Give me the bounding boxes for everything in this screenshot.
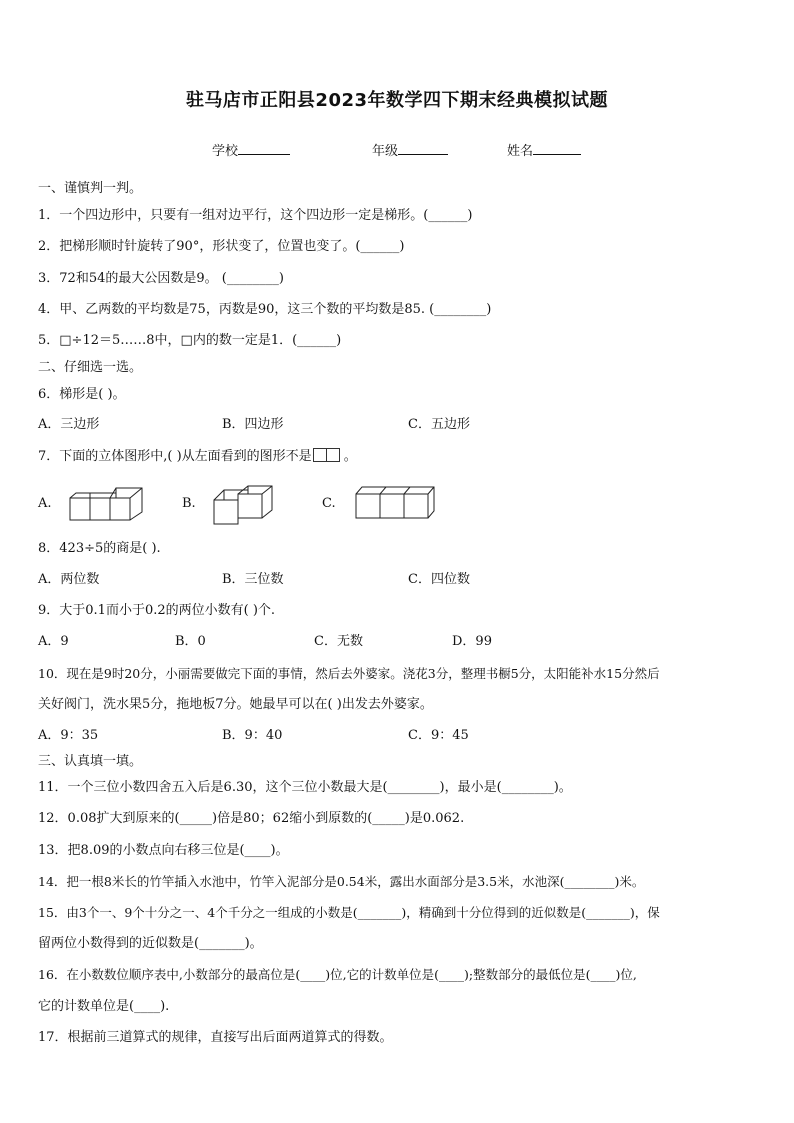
section-1-heading: 一、谨慎判一判。 [38, 181, 143, 196]
q8-option-a: A．两位数 [38, 572, 100, 587]
question-2: 2．把梯形顺时针旋转了90°，形状变了，位置也变了。(______) [38, 239, 405, 254]
q9-option-a: A．9 [38, 634, 69, 649]
question-17: 17．根据前三道算式的规律，直接写出后面两道算式的得数。 [38, 1030, 393, 1045]
grade-field [372, 140, 448, 159]
q10-option-c: C．9：45 [408, 728, 469, 743]
school-field [212, 140, 290, 159]
grade-blank [398, 142, 448, 155]
question-16-line1: 16．在小数数位顺序表中,小数部分的最高位是(____)位,它的计数单位是(____);整数部分的最低位是(____)位, [38, 967, 637, 982]
page-title: 驻马店市正阳县2023年数学四下期末经典模拟试题 [185, 90, 609, 111]
section-2-heading: 二、仔细选一选。 [38, 360, 143, 375]
question-3: 3．72和54的最大公因数是9。 (________) [38, 271, 284, 286]
question-10-line2: 关好阀门，洗水果5分，拖地板7分。她最早可以在( )出发去外婆家。 [38, 697, 433, 712]
q10-option-b: B．9：40 [222, 728, 283, 743]
question-10-line1: 10．现在是9时20分，小丽需要做完下面的事情，然后去外婆家。浇花3分，整理书橱5分，太阳能补水15分然后 [38, 666, 660, 681]
q7-text: 7．下面的立体图形中,( )从左面看到的图形不是 [38, 449, 312, 464]
cube-figure-a-icon [66, 484, 150, 526]
question-16-line2: 它的计数单位是(____). [38, 999, 170, 1014]
question-6: 6．梯形是( )。 [38, 387, 126, 402]
cube-figure-c-icon [350, 482, 436, 524]
question-4: 4．甲、乙两数的平均数是75，丙数是90，这三个数的平均数是85. (________) [38, 302, 492, 317]
q6-option-b: B．四边形 [222, 417, 284, 432]
q8-option-b: B．三位数 [222, 572, 284, 587]
q7-label-a: A. [38, 496, 52, 511]
name-label: 姓名 [507, 144, 534, 159]
cube-figure-b-icon [210, 482, 286, 528]
q6-option-a: A．三边形 [38, 417, 100, 432]
q7-label-c: C. [322, 496, 336, 511]
question-1: 1．一个四边形中，只要有一组对边平行，这个四边形一定是梯形。(______) [38, 208, 473, 223]
name-field [507, 140, 581, 159]
question-9: 9．大于0.1而小于0.2的两位小数有( )个. [38, 603, 276, 618]
question-12: 12．0.08扩大到原来的(_____)倍是80；62缩小到原数的(_____)是0.062. [38, 811, 465, 826]
question-13: 13．把8.09的小数点向右移三位是(____)。 [38, 843, 289, 858]
question-8: 8．423÷5的商是( ). [38, 541, 161, 556]
school-blank [238, 142, 290, 155]
q7-label-b: B. [182, 496, 196, 511]
question-15-line2: 留两位小数得到的近似数是(_______)。 [38, 936, 263, 951]
name-blank [533, 142, 581, 155]
question-5: 5．□÷12＝5……8中，□内的数一定是1．(______) [38, 333, 342, 348]
section-3-heading: 三、认真填一填。 [38, 754, 143, 769]
q9-option-b: B．0 [175, 634, 206, 649]
q8-option-c: C．四位数 [408, 572, 470, 587]
q9-option-d: D．99 [452, 634, 492, 649]
grade-label: 年级 [372, 144, 399, 159]
question-11: 11．一个三位小数四舍五入后是6.30，这个三位小数最大是(________)，最小是(________)。 [38, 780, 572, 795]
q9-option-c: C．无数 [314, 634, 363, 649]
two-squares-icon [314, 449, 340, 464]
q6-option-c: C．五边形 [408, 417, 470, 432]
question-14: 14．把一根8米长的竹竿插入水池中，竹竿入泥部分是0.54米，露出水面部分是3.5米，水池深(________)米。 [38, 874, 645, 889]
question-7 [38, 448, 357, 465]
q7-text-end: 。 [343, 449, 357, 464]
q10-option-a: A．9：35 [38, 728, 99, 743]
question-15-line1: 15．由3个一、9个十分之一、4个千分之一组成的小数是(_______)，精确到十分位得到的近似数是(_______)，保 [38, 905, 660, 920]
school-label: 学校 [212, 144, 239, 159]
